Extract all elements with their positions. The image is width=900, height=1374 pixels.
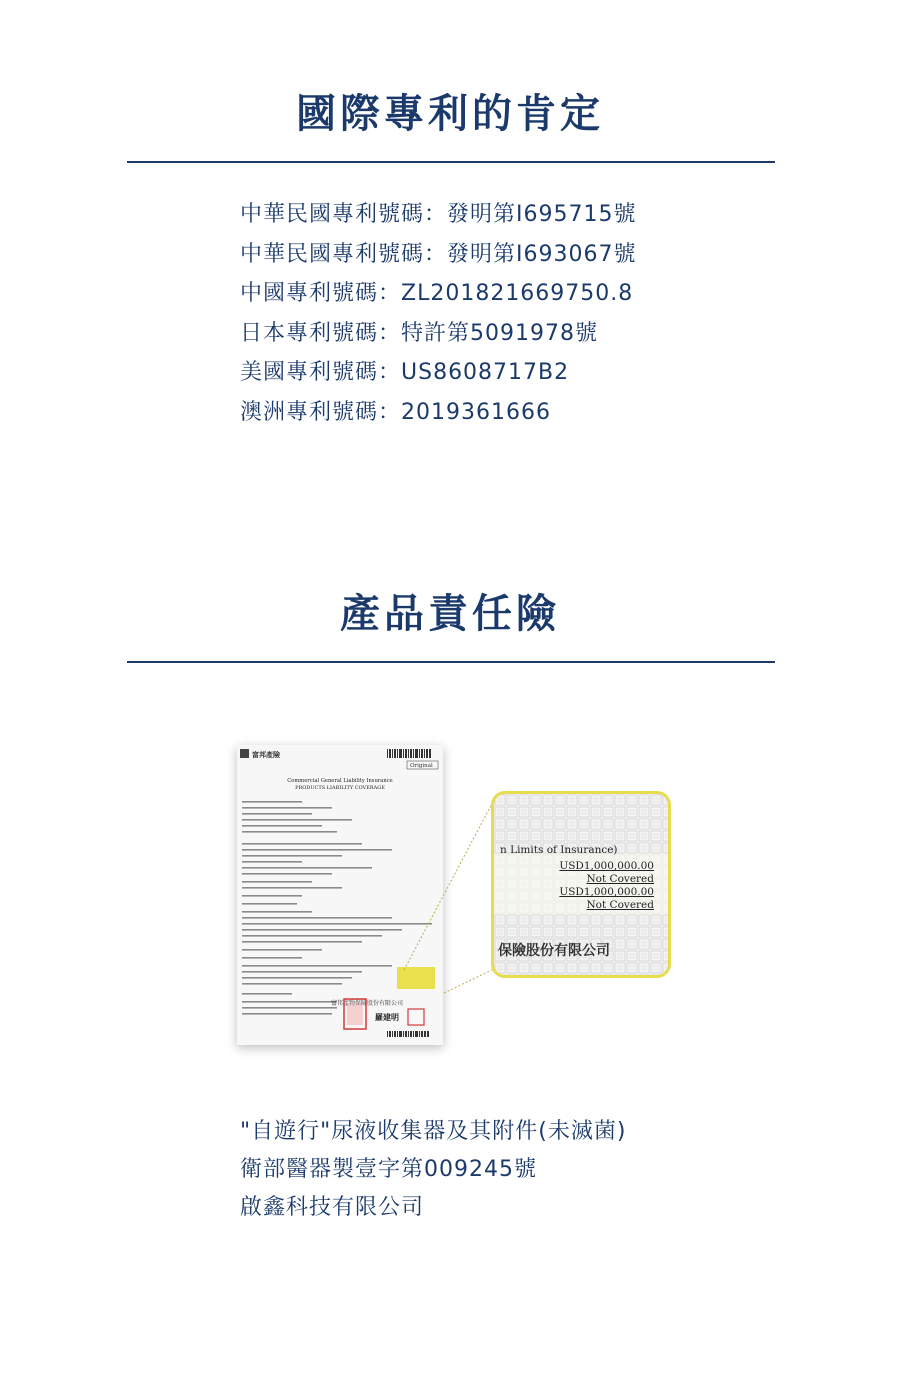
barcode-icon <box>387 749 431 758</box>
zoom-company-text: 保險股份有限公司 <box>498 943 610 959</box>
certificate-text-line <box>242 861 302 863</box>
patent-number-item: 中國專利號碼：ZL201821669750.8 <box>240 281 634 307</box>
certificate-text-line <box>242 819 352 821</box>
product-name: "自遊行"尿液收集器及其附件(未滅菌) <box>240 1119 627 1144</box>
original-stamp-label: Original <box>410 763 433 769</box>
certificate-text-line <box>242 929 402 931</box>
footer-barcode-icon <box>387 1031 429 1037</box>
certificate-zoom-callout <box>491 791 671 978</box>
patent-number-item: 美國專利號碼：US8608717B2 <box>240 360 570 386</box>
limit-value: USD1,000,000.00 <box>559 860 654 872</box>
certificate-subheading: PRODUCTS LIABILITY COVERAGE <box>295 785 385 791</box>
certificate-company-footer: 富邦產物保險股份有限公司 <box>330 1000 404 1007</box>
limit-value: Not Covered <box>586 873 654 885</box>
patent-section-title: 國際專利的肯定 <box>296 91 604 137</box>
insurance-title-divider <box>127 661 775 663</box>
limits-heading: n Limits of Insurance) <box>500 844 618 856</box>
patent-number-item: 中華民國專利號碼：發明第I695715號 <box>240 202 637 227</box>
patent-title-divider <box>127 161 775 163</box>
patent-number-item: 澳洲專利號碼：2019361666 <box>240 399 551 425</box>
patent-number-item: 日本專利號碼：特許第5091978號 <box>240 320 598 346</box>
limit-value: Not Covered <box>586 899 654 911</box>
certificate-text-line <box>242 825 322 827</box>
product-company: 啟鑫科技有限公司 <box>240 1195 425 1220</box>
certificate-text-line <box>242 801 302 803</box>
insurer-logo-icon <box>240 749 249 758</box>
certificate-text-line <box>242 1013 332 1015</box>
insurance-section-title: 產品責任險 <box>340 591 560 637</box>
certificate-text-line <box>242 941 362 943</box>
certificate-text-line <box>242 813 312 815</box>
certificate-text-line <box>242 1001 337 1003</box>
product-license-number: 衛部醫器製壹字第009245號 <box>240 1157 537 1182</box>
certificate-text-line <box>242 831 337 833</box>
certificate-text-line <box>242 977 352 979</box>
certificate-text-line <box>242 903 297 905</box>
certificate-text-line <box>242 917 392 919</box>
certificate-text-line <box>242 807 332 809</box>
certificate-text-line <box>242 935 382 937</box>
certificate-heading: Commercial General Liability Insurance <box>287 778 393 784</box>
product-info <box>240 1113 626 1227</box>
certificate-text-line <box>242 873 332 875</box>
certificate-text-line <box>242 855 342 857</box>
personal-seal-stamp <box>408 1009 424 1025</box>
zoom-connector-lines <box>400 790 500 1000</box>
certificate-text-line <box>242 957 302 959</box>
certificate-text-line <box>242 1007 337 1009</box>
limit-value: USD1,000,000.00 <box>559 886 654 898</box>
certificate-text-line <box>242 881 312 883</box>
certificate-text-line <box>242 849 392 851</box>
patent-number-list <box>240 195 636 433</box>
certificate-text-line <box>242 949 322 951</box>
certificate-text-line <box>242 971 362 973</box>
certificate-text-line <box>242 887 342 889</box>
certificate-text-line <box>242 867 372 869</box>
certificate-text-line <box>242 843 362 845</box>
certificate-text-line <box>242 965 392 967</box>
certificate-text-line <box>242 895 302 897</box>
certificate-text-line <box>242 911 312 913</box>
certificate-text-line <box>242 983 342 985</box>
certificate-text-line <box>242 993 292 995</box>
patent-number-item: 中華民國專利號碼：發明第I693067號 <box>240 241 637 267</box>
certificate-signature: 羅建明 <box>375 1012 399 1022</box>
certificate-insurer-name: 富邦產險 <box>252 750 280 759</box>
